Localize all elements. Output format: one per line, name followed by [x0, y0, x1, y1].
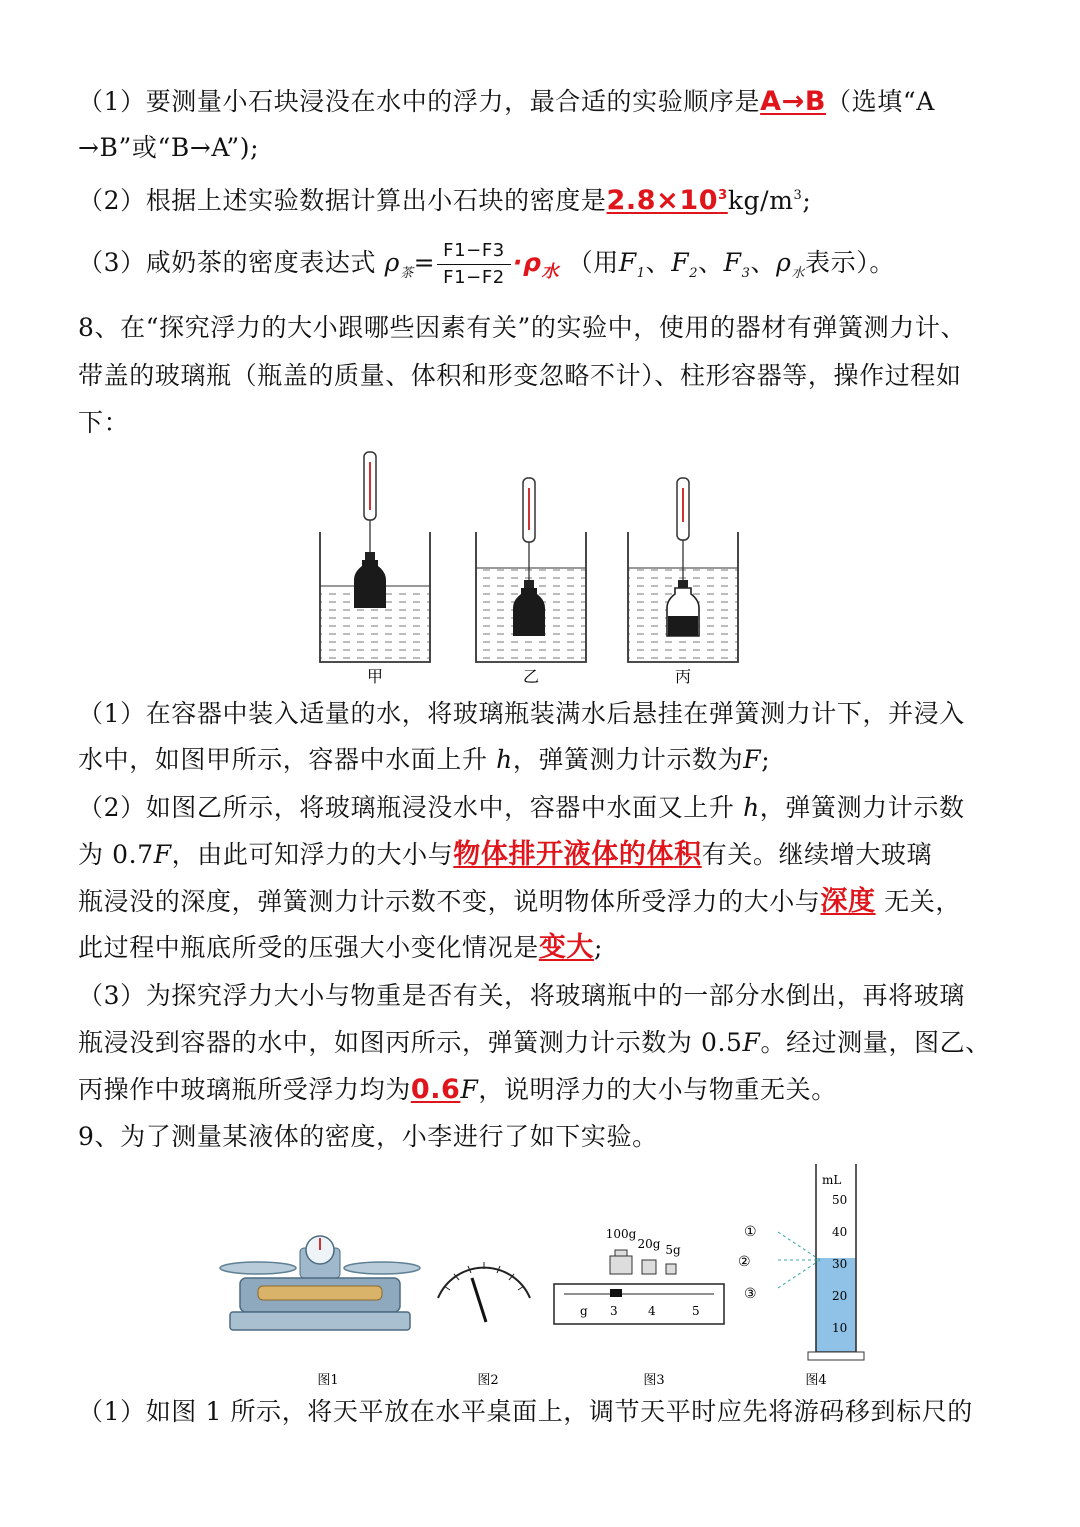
answer-volume: 物体排开液体的体积 [453, 839, 702, 870]
answer-rho-water: $\cdot\rho_水$ [512, 248, 560, 282]
pointer-dial-icon [438, 1262, 530, 1322]
cylinder-tick-30: 30 [832, 1257, 848, 1271]
container-bing [628, 478, 738, 662]
fig-label-yi: 乙 [522, 667, 540, 686]
q8-intro-3: 下： [78, 408, 130, 437]
text: （3）咸奶茶的密度表达式 [78, 248, 377, 277]
answer-fraction [437, 240, 511, 289]
q8-step3-b: 瓶浸没到容器的水中，如图丙所示，弹簧测力计示数为 0.5F。经过测量，图乙、 [78, 1028, 991, 1057]
fig-label-1: 图1 [317, 1373, 339, 1388]
text: 表示）。 [805, 248, 895, 277]
q8-intro-2: 带盖的玻璃瓶（瓶盖的质量、体积和形变忽略不计）、柱形容器等，操作过程如 [78, 361, 962, 390]
q8-step2-a: （2）如图乙所示，将玻璃瓶浸没水中，容器中水面又上升 h，弹簧测力计示数 [78, 793, 965, 822]
text: （用 [567, 248, 619, 277]
fig-label-bing: 丙 [674, 667, 692, 686]
fraction-den: F1−F2 [443, 267, 505, 288]
fig-label-4: 图4 [805, 1373, 827, 1388]
weight-20g: 20g [637, 1237, 661, 1251]
fig-label-2: 图2 [477, 1373, 499, 1388]
fig-label-jia: 甲 [366, 667, 384, 686]
rho-sub: 茶 [399, 266, 414, 281]
unit: kg/m [727, 186, 794, 215]
weight-5g: 5g [665, 1243, 681, 1257]
scale-tick-5: 5 [692, 1304, 700, 1318]
scale-tick-3: 3 [610, 1304, 618, 1318]
eye-mark-2: ② [738, 1254, 751, 1270]
q8-step1-b: 水中，如图甲所示，容器中水面上升 h，弹簧测力计示数为F; [78, 745, 771, 774]
answer-order: A→B [760, 86, 827, 117]
q8-step2-b: 为 0.7F，由此可知浮力的大小与物体排开液体的体积有关。继续增大玻璃 [78, 839, 933, 870]
answer-density: $2.8\times 10^3$ [606, 185, 728, 216]
container-yi [476, 478, 586, 662]
q7-line-3 [78, 180, 811, 217]
q7-line-2 [78, 132, 259, 164]
q9-step1: （1）如图 1 所示，将天平放在水平桌面上，调节天平时应先将游码移到标尺的 [78, 1397, 973, 1426]
container-jia [320, 452, 430, 662]
q8-intro-1: 8、在“探究浮力的大小跟哪些因素有关”的实验中，使用的器材有弹簧测力计、 [78, 313, 967, 342]
eye-mark-3: ③ [744, 1286, 757, 1302]
cylinder-tick-10: 10 [832, 1321, 848, 1335]
cylinder-unit: mL [822, 1173, 842, 1187]
fraction-num: F1−F3 [437, 240, 511, 265]
answer-depth: 深度 [820, 886, 876, 917]
q8-step2-d: 此过程中瓶底所受的压强大小变化情况是变大; [78, 932, 604, 963]
unit-exp: 3 [793, 188, 803, 203]
fig-label-3: 图3 [643, 1373, 665, 1388]
answer-pressure: 变大 [538, 932, 595, 963]
text: （1）要测量小石块浸没在水中的浮力，最合适的实验顺序是 [78, 87, 761, 116]
text: （2）根据上述实验数据计算出小石块的密度是 [78, 186, 607, 215]
cylinder-tick-20: 20 [832, 1289, 848, 1303]
q9-intro: 9、为了测量某液体的密度，小李进行了如下实验。 [78, 1122, 658, 1151]
q8-step3-c: 丙操作中玻璃瓶所受浮力均为0.6F，说明浮力的大小与物重无关。 [78, 1074, 837, 1105]
eye-mark-1: ① [744, 1224, 757, 1240]
eq: = [413, 248, 436, 277]
weights-and-scale [554, 1227, 724, 1324]
measuring-cylinder [738, 1164, 864, 1360]
q8-step1-a: （1）在容器中装入适量的水，将玻璃瓶装满水后悬挂在弹簧测力计下，并浸入 [78, 699, 965, 728]
text: ; [802, 186, 812, 215]
density-experiment-figure [210, 1158, 890, 1394]
scale-tick-4: 4 [648, 1304, 656, 1318]
balance-icon [220, 1236, 420, 1330]
weight-100g: 100g [605, 1227, 637, 1241]
text: →B”或“B→A”); [78, 133, 260, 162]
rho-symbol: ρ [384, 248, 400, 277]
q8-step2-c: 瓶浸没的深度，弹簧测力计示数不变，说明物体所受浮力的大小与深度 无关， [78, 886, 961, 917]
text: （选填“A [826, 87, 935, 116]
scale-unit: g [580, 1304, 588, 1318]
buoyancy-experiment-figure [300, 446, 760, 690]
cylinder-tick-50: 50 [832, 1193, 848, 1207]
q8-step3-a: （3）为探究浮力大小与物重是否有关，将玻璃瓶中的一部分水倒出，再将玻璃 [78, 981, 965, 1010]
cylinder-tick-40: 40 [832, 1225, 848, 1239]
q7-line-4: （3）咸奶茶的密度表达式 $\rho_茶=$ $\frac{F1-F3}{F1-F2}$ $\cdot\rho_水$ （用$F_1$、$F_2$、$F_3$、$\rho_水$表示）。 [78, 240, 895, 288]
answer-buoyancy: 0.6 [410, 1074, 461, 1105]
q7-line-1 [78, 86, 935, 118]
